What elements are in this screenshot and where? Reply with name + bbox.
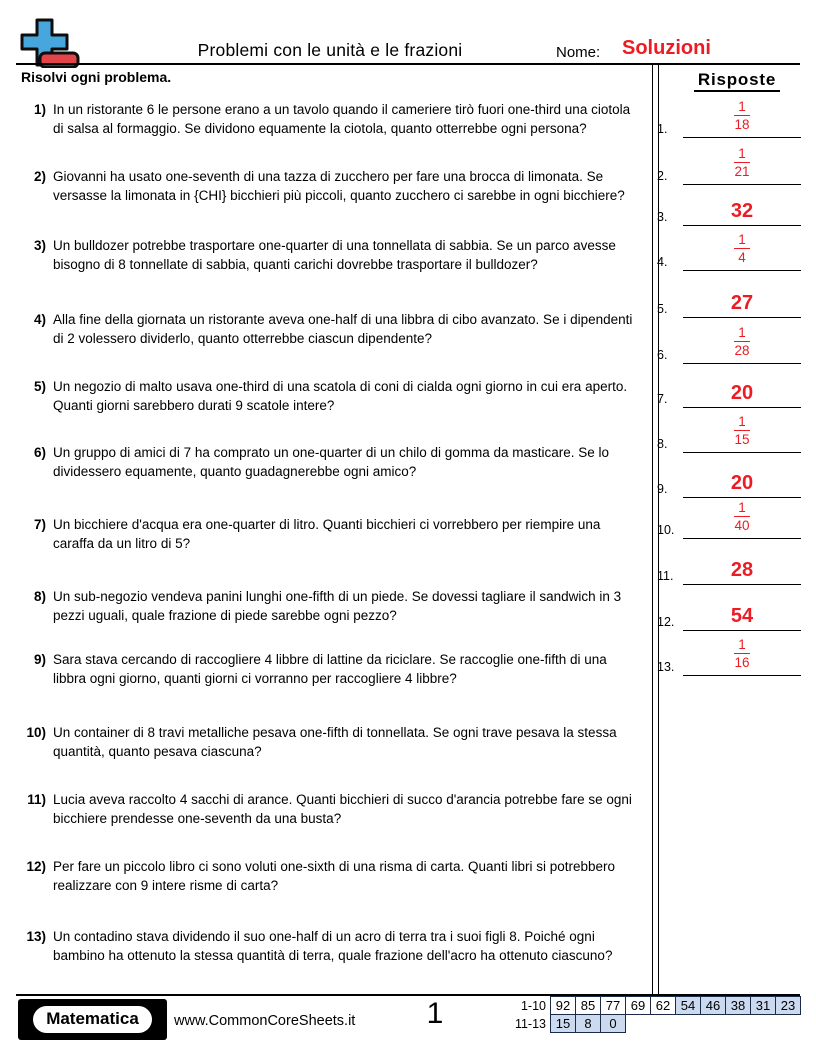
answer-blank-line <box>683 584 801 585</box>
problem-text: Un sub-negozio vendeva panini lunghi one-fifth di un piede. Se dovessi tagliare il sandwich in 3 pezzi uguali, quale frazione di piede sarebbe ogni pezzo? <box>53 589 622 623</box>
problem-item <box>18 310 648 348</box>
problem-text: Lucia aveva raccolto 4 sacchi di arance. Quanti bicchieri di succo d'arancia potrebbe fare se ogni bicchiere prendesse one-seventh da una busta? <box>53 792 632 826</box>
answer-value: $\frac{1}{15}$ <box>734 414 750 447</box>
answer-blank-line <box>683 137 801 138</box>
problem-item <box>18 167 648 205</box>
answer-number: 12. <box>657 615 675 629</box>
answer-blank-line <box>683 317 801 318</box>
solutions-value: Soluzioni <box>622 37 711 59</box>
problem-number: 8) <box>33 589 46 604</box>
score-cell: 8 <box>576 1015 601 1033</box>
problem-item <box>18 857 648 895</box>
answer-number: 8. <box>657 437 668 451</box>
score-cell: 54 <box>676 997 701 1015</box>
page-number: 1 <box>426 997 444 1030</box>
problem-number: 10) <box>26 725 46 740</box>
plus-minus-logo-icon <box>16 16 80 68</box>
problem-number: 6) <box>33 445 46 460</box>
answer-number: 4. <box>657 255 668 269</box>
problem-item <box>18 236 648 274</box>
problem-text: Sara stava cercando di raccogliere 4 libbre di lattine da riciclare. Se raccoglie one-fifth di una libbra ogni giorno, quanti giorni ci vorranno per raccogliere 4 libbre? <box>53 652 607 686</box>
answer-value: $\frac{1}{21}$ <box>734 146 750 179</box>
answer-value: $\frac{1}{4}$ <box>683 232 801 267</box>
score-cell: 0 <box>601 1015 626 1033</box>
problem-text: Alla fine della giornata un ristorante aveva one-half di una libbra di cibo avanzato. Se i dipendenti di 2 volessero dividerlo, quanto otterrebbe ciascun dipendente? <box>53 312 633 346</box>
name-label: Nome: <box>556 44 601 61</box>
answer-blank-line <box>683 184 801 185</box>
answer-number: 10. <box>657 523 675 537</box>
problem-text: Giovanni ha usato one-seventh di una tazza di zucchero per fare una brocca di limonata. Se versasse la limonata in {CHI} bicchieri più piccoli, quanto zucchero ci sarebbe in ogni bicchiere? <box>53 169 625 203</box>
problem-item <box>18 377 648 415</box>
problem-text: Per fare un piccolo libro ci sono voluti one-sixth di una risma di carta. Quanti libri si potrebbero realizzare con 9 intere risme di carta? <box>53 859 616 893</box>
answer-value: 32 <box>730 200 754 222</box>
score-cell: 62 <box>651 997 676 1015</box>
score-cell: 23 <box>776 997 801 1015</box>
score-cell: 85 <box>576 997 601 1015</box>
answer-value: 27 <box>730 292 754 314</box>
score-cell: 69 <box>626 997 651 1015</box>
answer-blank-line <box>683 497 801 498</box>
answer-number: 3. <box>657 210 668 224</box>
score-row-label: 1-10 <box>520 998 546 1013</box>
score-cell: 38 <box>726 997 751 1015</box>
problem-text: Un container di 8 travi metalliche pesava one-fifth di tonnellata. Se ogni trave pesava la stessa quantità, quanto pesava ciascuna? <box>53 725 617 759</box>
answer-value: $\frac{1}{16}$ <box>734 637 750 670</box>
answer-value: $\frac{1}{28}$ <box>734 325 750 358</box>
problem-number: 4) <box>33 312 46 327</box>
problem-text: In un ristorante 6 le persone erano a un tavolo quando il cameriere tirò fuori one-third una ciotola di salsa al formaggio. Se dividono equamente la ciotola, quanto otterrebbe ogni persona? <box>53 102 631 136</box>
answer-blank-line <box>683 363 801 364</box>
problem-item <box>18 515 648 553</box>
answer-number: 7. <box>657 392 668 406</box>
problem-item <box>18 100 648 138</box>
score-cell: 15 <box>551 1015 576 1033</box>
answer-value: 28 <box>730 559 754 581</box>
score-row-2 <box>505 1015 801 1033</box>
score-cell: 46 <box>701 997 726 1015</box>
answer-number: 9. <box>657 482 668 496</box>
answer-number: 13. <box>657 660 675 674</box>
answer-value: 20 <box>730 472 754 494</box>
problem-item <box>18 723 648 761</box>
problem-number: 1) <box>33 102 46 117</box>
brand-label: Matematica <box>33 1006 152 1033</box>
problem-number: 13) <box>26 929 46 944</box>
instruction-text: Risolvi ogni problema. <box>21 69 172 85</box>
problem-text: Un bulldozer potrebbe trasportare one-quarter di una tonnellata di sabbia. Se un parco avesse bisogno di 8 tonnellate di sabbia, quanti carichi dovrebbe trasportare il bulldozer? <box>53 238 616 272</box>
problem-number: 3) <box>33 238 46 253</box>
problem-item <box>18 650 648 688</box>
score-row-label: 11-13 <box>514 1016 546 1031</box>
answer-number: 5. <box>657 302 668 316</box>
problem-number: 11) <box>27 792 46 807</box>
problem-number: 5) <box>33 379 46 394</box>
answer-blank-line <box>683 407 801 408</box>
answer-blank-line <box>683 452 801 453</box>
problem-text: Un contadino stava dividendo il suo one-half di un acro di terra tra i suoi figli 8. Poiché ogni bambino ha ottenuto la stessa quantità di terra, quale frazione dell'acro ha ottenuto ciascuno? <box>53 929 613 963</box>
answer-blank-line <box>683 675 801 676</box>
problem-item <box>18 790 648 828</box>
problem-text: Un gruppo di amici di 7 ha comprato un one-quarter di un chilo di gomma da masticare. Se lo dividessero equamente, quanto guadagnerebbe ogni amico? <box>53 445 610 479</box>
answer-number: 2. <box>657 169 668 183</box>
problem-number: 12) <box>26 859 46 874</box>
problem-number: 7) <box>33 517 46 532</box>
answer-value: 20 <box>730 382 754 404</box>
problem-item <box>18 587 648 625</box>
page-title: Problemi con le unità e le frazioni <box>197 40 463 60</box>
answer-value: $\frac{1}{18}$ <box>734 99 750 132</box>
problem-item <box>18 927 648 965</box>
brand-logo <box>18 999 167 1040</box>
header-rule <box>16 63 800 65</box>
answer-number: 11. <box>657 569 674 583</box>
problem-text: Un bicchiere d'acqua era one-quarter di litro. Quanti bicchieri ci vorrebbero per riempire una caraffa da un litro di 5? <box>53 517 601 551</box>
answer-number: 6. <box>657 348 668 362</box>
answer-blank-line <box>683 630 801 631</box>
problem-number: 2) <box>33 169 46 184</box>
answer-number: 1. <box>657 122 668 136</box>
problem-number: 9) <box>33 652 46 667</box>
answer-blank-line <box>683 270 801 271</box>
answer-value: 54 <box>730 605 754 627</box>
answer-blank-line <box>683 225 801 226</box>
answer-value: $\frac{1}{40}$ <box>734 500 750 533</box>
score-table <box>505 996 801 1033</box>
answers-heading: Risposte <box>672 70 802 90</box>
score-cell: 77 <box>601 997 626 1015</box>
website-url: www.CommonCoreSheets.it <box>174 1013 356 1029</box>
problem-text: Un negozio di malto usava one-third di una scatola di coni di cialda ogni giorno in cui era aperto. Quanti giorni sarebbero durati 9 scatole intere? <box>53 379 628 413</box>
score-cell: 31 <box>751 997 776 1015</box>
score-row-1 <box>505 997 801 1015</box>
score-cell: 92 <box>551 997 576 1015</box>
answer-blank-line <box>683 538 801 539</box>
problem-item <box>18 443 648 481</box>
